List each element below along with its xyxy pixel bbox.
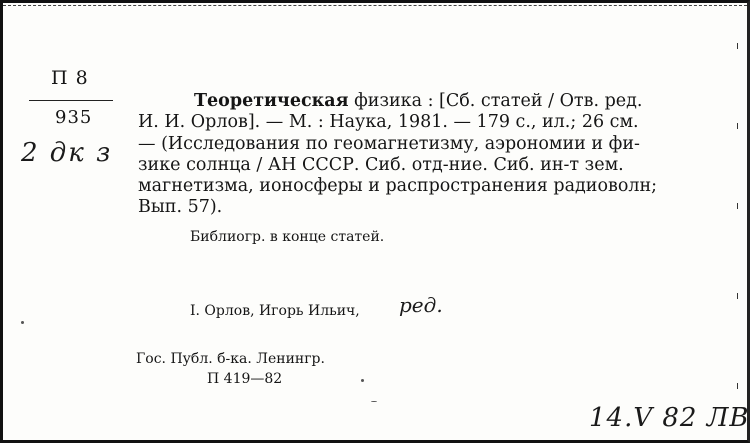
entry-line-4: зике солнца / АН СССР. Сиб. отд-ние. Сиб. ин-т зем. — [138, 154, 624, 175]
entry-line-1-rest: физика : [Сб. статей / Отв. ред. — [348, 91, 643, 111]
bibliographic-entry — [138, 91, 728, 219]
entry-line-1 — [138, 91, 728, 112]
shelfmark-number: 935 — [55, 107, 93, 128]
tracing-handwritten-note: ред. — [399, 293, 443, 317]
paper-speck — [361, 379, 364, 382]
card-top-edge — [3, 3, 747, 6]
shelfmark-divider — [29, 100, 113, 101]
handwritten-date: 14.V 82 ЛВ — [589, 403, 750, 433]
library-card-number: П 419—82 — [207, 371, 283, 387]
paper-speck — [21, 321, 24, 324]
entry-line-3: — (Исследования по геомагнетизму, аэрономии и фи- — [138, 133, 640, 154]
tracing-entry: I. Орлов, Игорь Ильич, — [190, 303, 360, 319]
entry-line-2: И. И. Орлов]. — М. : Наука, 1981. — 179 с., ил.; 26 см. — [138, 112, 639, 133]
entry-line-5: магнетизма, ионосферы и распространения радиоволн; — [138, 176, 658, 197]
library-name: Гос. Публ. б-ка. Ленингр. — [136, 351, 325, 367]
shelfmark-code: П 8 — [51, 67, 89, 89]
entry-title: Теоретическая — [194, 91, 349, 111]
shelfmark-handwritten: 2 дк з — [21, 138, 113, 168]
entry-line-6: Вып. 57). — [138, 197, 223, 218]
bibliography-note: Библиогр. в конце статей. — [190, 229, 385, 245]
paper-speck — [371, 401, 377, 402]
